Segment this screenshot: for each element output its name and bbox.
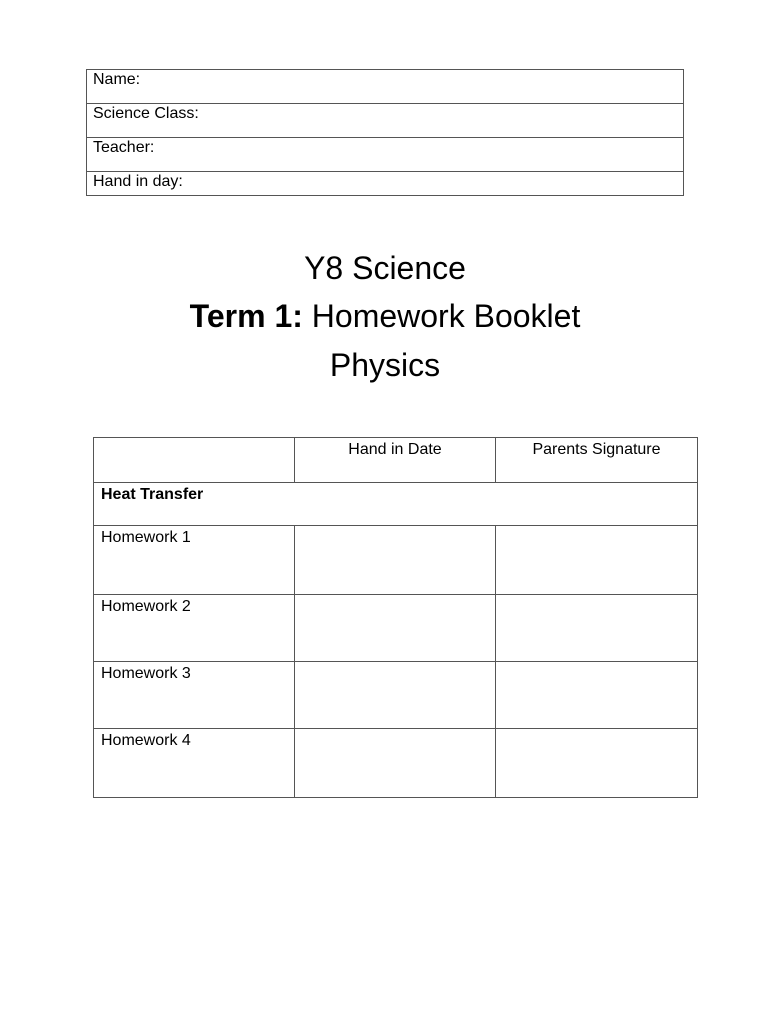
header-hand-in-date: Hand in Date bbox=[295, 438, 496, 483]
teacher-field[interactable]: Teacher: bbox=[87, 138, 684, 172]
table-row bbox=[94, 662, 698, 729]
header-parents-signature: Parents Signature bbox=[496, 438, 698, 483]
section-title: Heat Transfer bbox=[94, 483, 698, 526]
hand-in-day-row bbox=[87, 172, 684, 196]
section-row bbox=[94, 483, 698, 526]
table-row bbox=[94, 595, 698, 662]
header-blank bbox=[94, 438, 295, 483]
parents-signature-cell[interactable] bbox=[496, 662, 698, 729]
table-header-row bbox=[94, 438, 698, 483]
parents-signature-cell[interactable] bbox=[496, 526, 698, 595]
hand-in-day-field[interactable]: Hand in day: bbox=[87, 172, 684, 196]
student-info-table bbox=[86, 69, 684, 196]
homework-label: Homework 1 bbox=[94, 526, 295, 595]
science-class-row bbox=[87, 104, 684, 138]
booklet-label: Homework Booklet bbox=[302, 298, 581, 334]
booklet-title-year: Y8 Science bbox=[304, 250, 466, 286]
table-row bbox=[94, 729, 698, 798]
homework-label: Homework 2 bbox=[94, 595, 295, 662]
booklet-title-term bbox=[0, 296, 770, 336]
hand-in-date-cell[interactable] bbox=[295, 662, 496, 729]
parents-signature-cell[interactable] bbox=[496, 729, 698, 798]
name-row bbox=[87, 70, 684, 104]
homework-label: Homework 3 bbox=[94, 662, 295, 729]
hand-in-date-cell[interactable] bbox=[295, 729, 496, 798]
hand-in-date-cell[interactable] bbox=[295, 526, 496, 595]
hand-in-date-cell[interactable] bbox=[295, 595, 496, 662]
booklet-title-subject: Physics bbox=[329, 347, 441, 383]
term-label: Term 1: bbox=[189, 298, 303, 334]
name-field[interactable]: Name: bbox=[87, 70, 684, 104]
homework-table bbox=[93, 437, 698, 798]
table-row bbox=[94, 526, 698, 595]
homework-label: Homework 4 bbox=[94, 729, 295, 798]
science-class-field[interactable]: Science Class: bbox=[87, 104, 684, 138]
teacher-row bbox=[87, 138, 684, 172]
parents-signature-cell[interactable] bbox=[496, 595, 698, 662]
